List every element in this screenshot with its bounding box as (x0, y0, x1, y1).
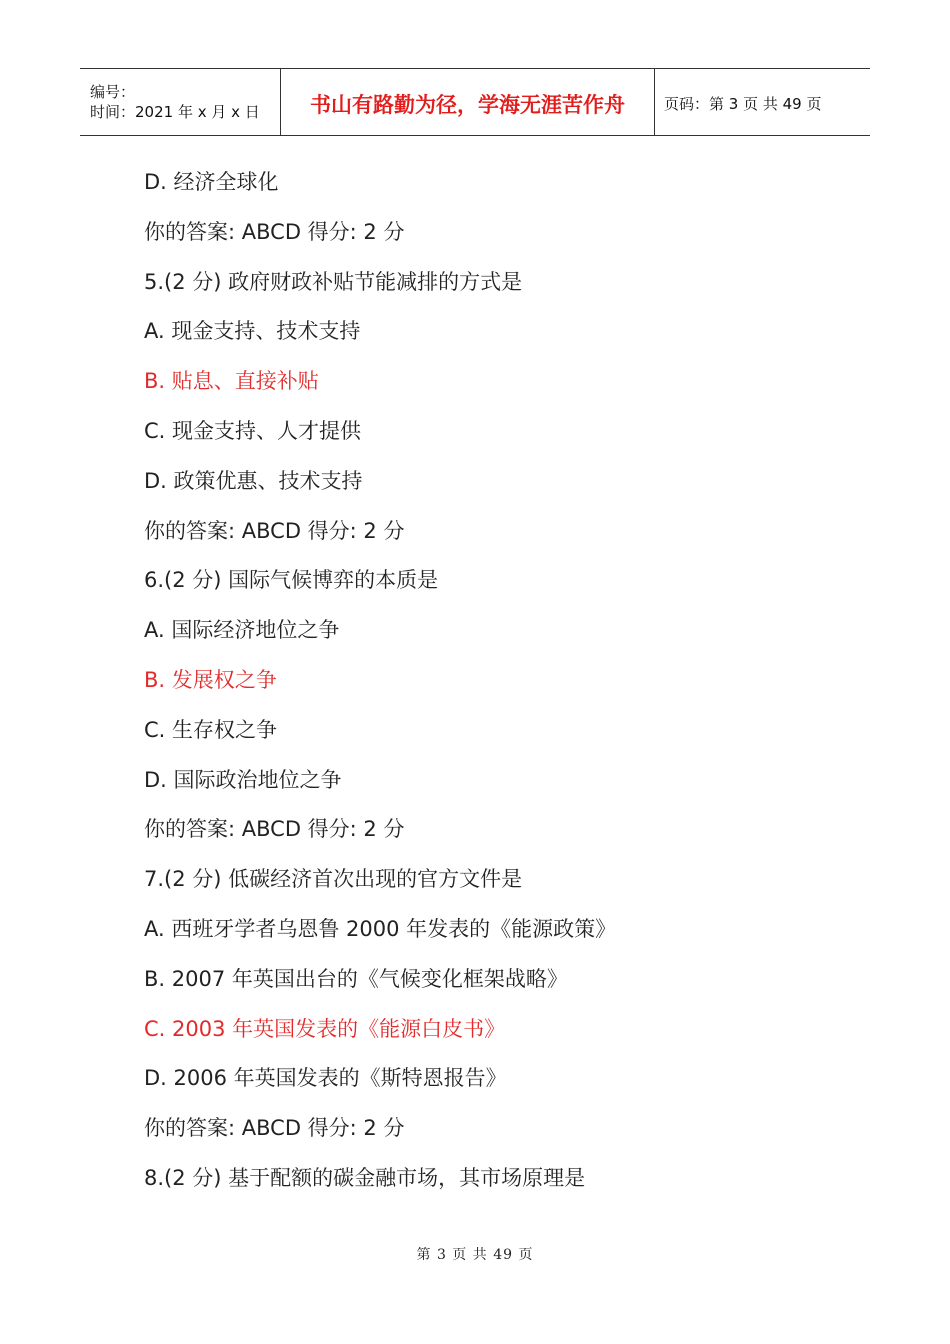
document-line: 你的答案: ABCD 得分: 2 分 (144, 1116, 405, 1141)
document-line: 8.(2 分) 基于配额的碳金融市场，其市场原理是 (144, 1165, 586, 1190)
document-line: 你的答案: ABCD 得分: 2 分 (144, 219, 405, 244)
document-line: D. 政策优惠、技术支持 (144, 468, 363, 493)
document-line: 你的答案: ABCD 得分: 2 分 (144, 518, 405, 543)
document-line: D. 国际政治地位之争 (144, 767, 342, 792)
document-line: 你的答案: ABCD 得分: 2 分 (144, 817, 405, 842)
document-line: 7.(2 分) 低碳经济首次出现的官方文件是 (144, 867, 523, 892)
document-line: D. 2006 年英国发表的《斯特恩报告》 (144, 1066, 507, 1091)
number-label: 编号： (90, 83, 136, 101)
page-header (80, 68, 870, 136)
document-line: A. 西班牙学者乌恩鲁 2000 年发表的《能源政策》 (144, 916, 617, 941)
document-line: C. 生存权之争 (144, 717, 278, 742)
document-line: C. 现金支持、人才提供 (144, 418, 362, 443)
header-motto-cell (281, 69, 655, 135)
document-line: 5.(2 分) 政府财政补贴节能减排的方式是 (144, 269, 523, 294)
document-body (144, 158, 844, 1204)
page-label: 页码：第 3 页 共 49 页 (664, 94, 822, 113)
document-line: 6.(2 分) 国际气候博弈的本质是 (144, 568, 439, 593)
correct-option-line: B. 发展权之争 (144, 667, 277, 692)
document-line: A. 现金支持、技术支持 (144, 319, 361, 344)
page-footer: 第 3 页 共 49 页 (416, 1247, 534, 1263)
document-line: B. 2007 年英国出台的《气候变化框架战略》 (144, 966, 568, 991)
correct-option-line: C. 2003 年英国发表的《能源白皮书》 (144, 1016, 506, 1041)
document-line: A. 国际经济地位之争 (144, 618, 340, 643)
correct-option-line: B. 贴息、直接补贴 (144, 369, 319, 394)
header-meta (80, 69, 281, 135)
header-page-cell (655, 69, 870, 135)
document-line: D. 经济全球化 (144, 170, 279, 194)
motto: 书山有路勤为径，学海无涯苦作舟 (310, 93, 625, 117)
time-label: 时间：2021 年 x 月 x 日 (90, 103, 260, 121)
